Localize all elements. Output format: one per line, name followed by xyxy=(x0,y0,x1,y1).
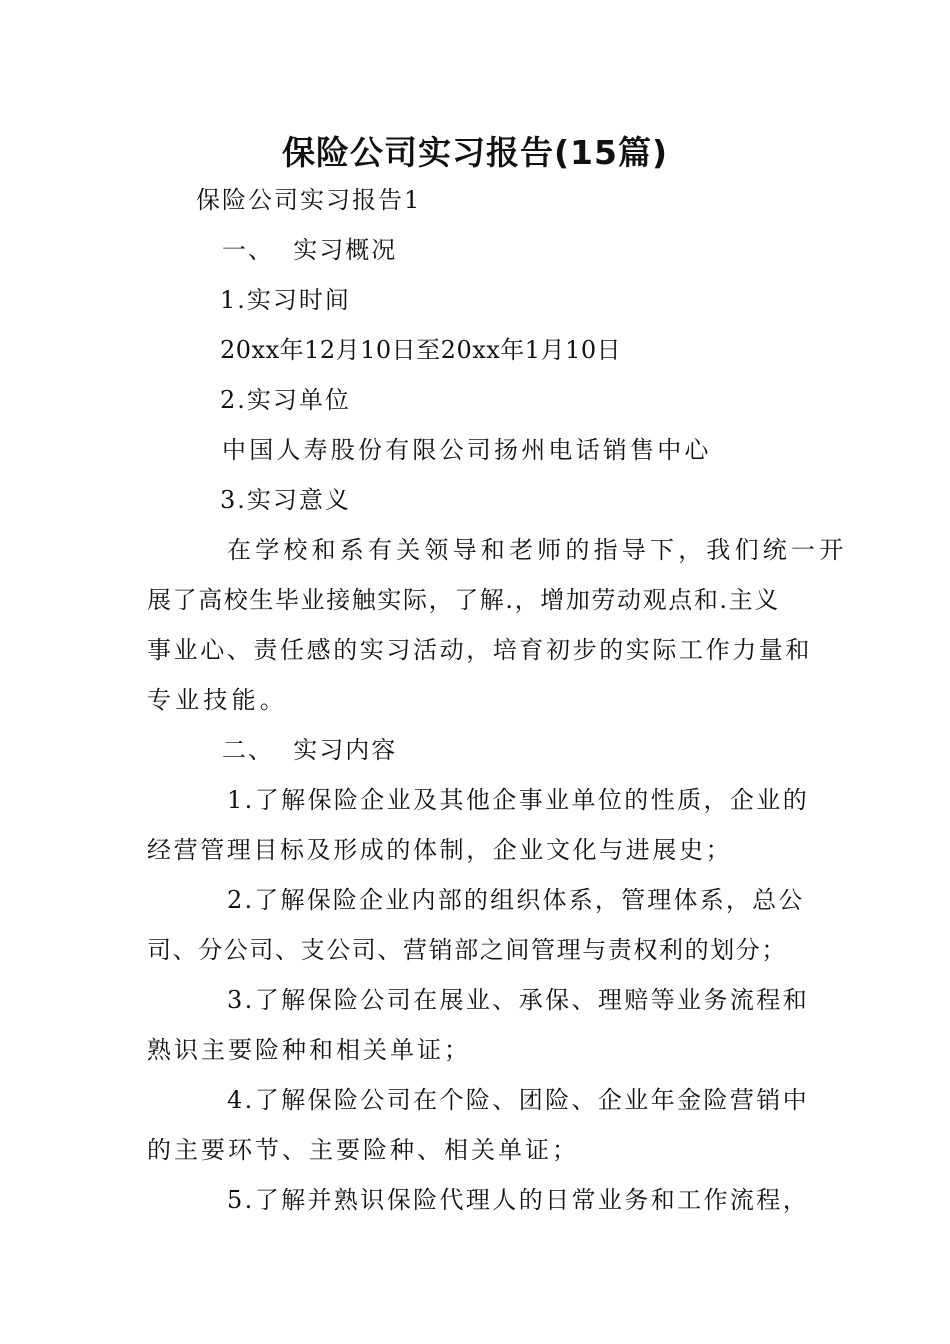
paragraph-line: 2.了解保险企业内部的组织体系，管理体系，总公 xyxy=(227,886,805,914)
paragraph-line: 专业技能。 xyxy=(147,686,288,714)
item-label-time: 1.实习时间 xyxy=(220,286,351,314)
item-label-meaning: 3.实习意义 xyxy=(220,486,351,514)
section-heading-content: 二、 实习内容 xyxy=(222,736,398,764)
paragraph-line: 3.了解保险公司在展业、承保、理赔等业务流程和 xyxy=(227,986,810,1014)
paragraph-line: 5.了解并熟识保险代理人的日常业务和工作流程， xyxy=(227,1186,810,1214)
paragraph-line: 的主要环节、主要险种、相关单证； xyxy=(147,1136,579,1164)
paragraph-line: 在学校和系有关领导和老师的指导下，我们统一开 xyxy=(227,536,848,564)
item-label-unit: 2.实习单位 xyxy=(220,386,351,414)
section-heading-overview: 一、 实习概况 xyxy=(222,236,398,264)
item-value-time: 20xx年12月10日至20xx年1月10日 xyxy=(220,336,622,364)
paragraph-line: 展了高校生毕业接触实际，了解.，增加劳动观点和.主义 xyxy=(147,586,780,614)
report-subtitle: 保险公司实习报告1 xyxy=(196,186,422,214)
paragraph-line: 司、分公司、支公司、营销部之间管理与责权利的划分； xyxy=(147,936,787,964)
paragraph-line: 4.了解保险公司在个险、团险、企业年金险营销中 xyxy=(227,1086,810,1114)
paragraph-line: 经营管理目标及形成的体制，企业文化与进展史； xyxy=(147,836,733,864)
paragraph-line: 事业心、责任感的实习活动，培育初步的实际工作力量和 xyxy=(147,636,812,664)
paragraph-line: 1.了解保险企业及其他企事业单位的性质，企业的 xyxy=(227,786,810,814)
item-value-unit: 中国人寿股份有限公司扬州电话销售中心 xyxy=(222,436,712,464)
paragraph-line: 熟识主要险种和相关单证； xyxy=(147,1036,471,1064)
document-title: 保险公司实习报告(15篇) xyxy=(281,133,669,172)
